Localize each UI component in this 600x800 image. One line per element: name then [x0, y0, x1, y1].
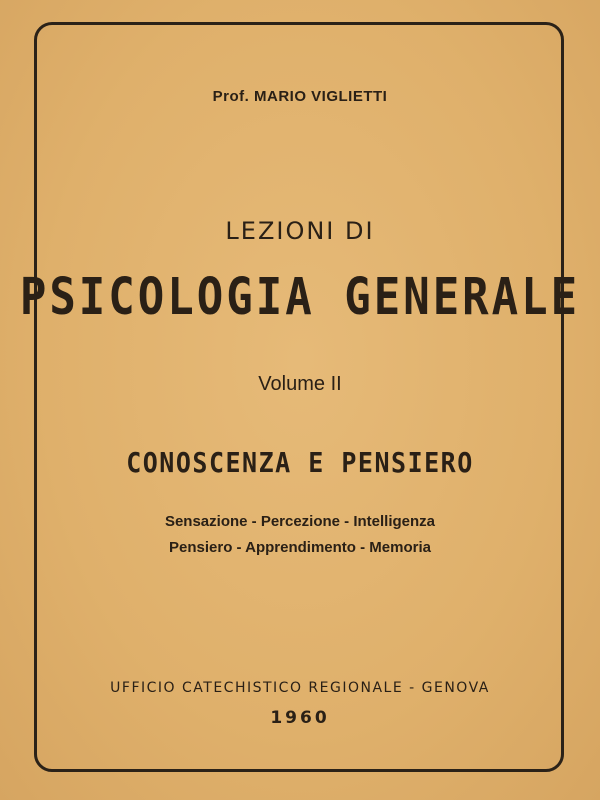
author-name: Prof. MARIO VIGLIETTI: [212, 88, 388, 105]
book-subtitle: CONOSCENZA E PENSIERO: [126, 446, 474, 479]
volume-label: Volume II: [258, 373, 342, 395]
book-title: PSICOLOGIA GENERALE: [19, 268, 581, 327]
publisher-name: UFFICIO CATECHISTICO REGIONALE - GENOVA: [110, 680, 490, 696]
cover-border-frame: [34, 22, 564, 772]
series-prefix: LEZIONI DI: [225, 217, 375, 245]
topics-line-2: Pensiero - Apprendimento - Memoria: [169, 539, 431, 556]
publication-year: 1960: [270, 708, 330, 728]
topics-line-1: Sensazione - Percezione - Intelligenza: [164, 513, 436, 530]
